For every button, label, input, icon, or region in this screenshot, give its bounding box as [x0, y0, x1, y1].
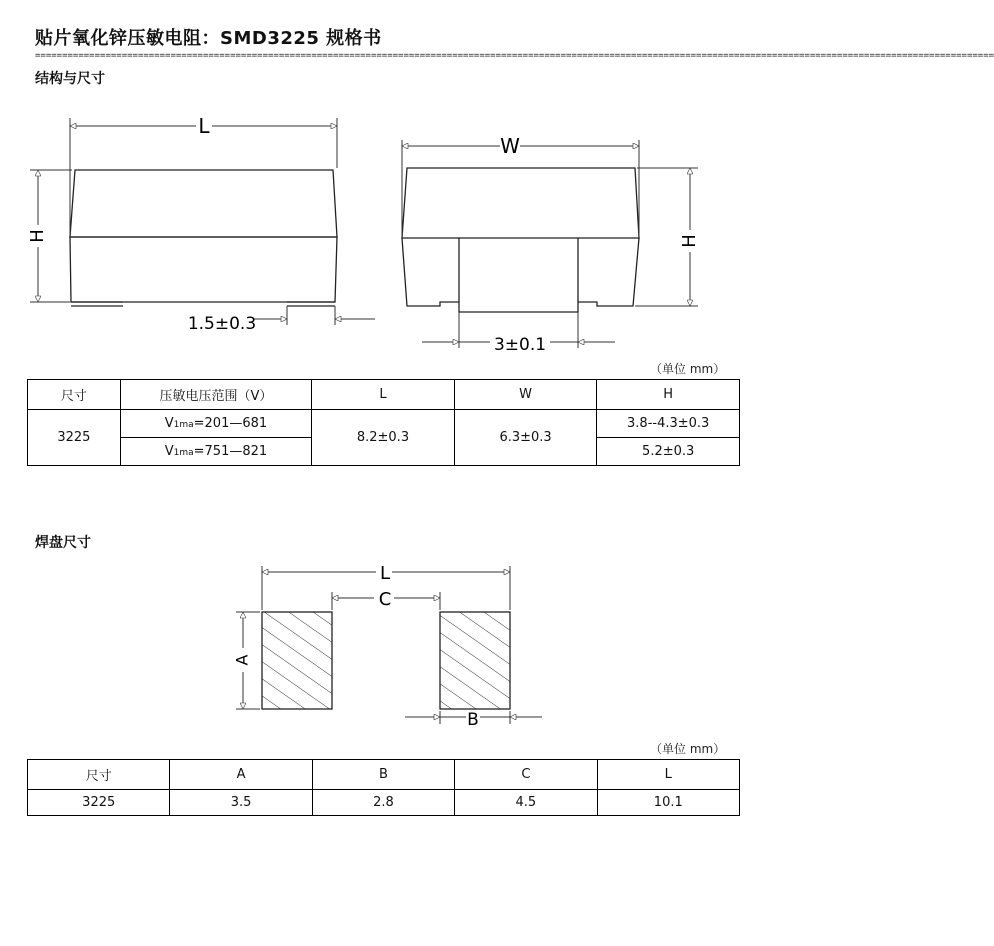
pad-col-C: C	[455, 760, 597, 790]
chip-side-view	[70, 170, 337, 306]
label-terminal: 1.5±0.3	[187, 314, 257, 334]
col-W: W	[454, 380, 597, 410]
col-size: 尺寸	[28, 380, 121, 410]
pad-col-B: B	[312, 760, 454, 790]
dim-W-lines	[402, 140, 698, 348]
unit-note-2: （单位 mm）	[650, 742, 726, 756]
pad-cell-A: 3.5	[170, 790, 312, 816]
pad-drawing	[233, 563, 543, 730]
pad-right	[440, 612, 510, 709]
pad-cell-B: 2.8	[312, 790, 454, 816]
page-title: 贴片氧化锌压敏电阻：SMD3225 规格书	[35, 28, 382, 49]
col-voltage: 压敏电压范围（V）	[120, 380, 311, 410]
pad-heading: 焊盘尺寸	[35, 535, 91, 551]
pad-cell-L: 10.1	[597, 790, 739, 816]
pad-col-L: L	[597, 760, 739, 790]
pad-cell-C: 4.5	[455, 790, 597, 816]
structure-heading: 结构与尺寸	[35, 71, 105, 87]
label-pad-B: B	[467, 710, 479, 730]
dim-L-lines	[30, 118, 375, 325]
col-L: L	[312, 380, 455, 410]
label-pad-L: L	[379, 563, 391, 584]
pad-left	[262, 612, 332, 709]
pad-col-size: 尺寸	[28, 760, 170, 790]
pad-col-A: A	[170, 760, 312, 790]
pad-table	[27, 759, 740, 816]
col-H: H	[597, 380, 740, 410]
label-W: W	[500, 134, 520, 158]
cell-voltage-1: V1ma=201—681	[120, 410, 311, 438]
chip-end-view	[402, 168, 639, 312]
dimension-table	[27, 379, 740, 466]
label-L: L	[198, 114, 210, 138]
cell-H-2: 5.2±0.3	[597, 438, 740, 466]
label-H-right: H	[679, 234, 700, 248]
cell-size: 3225	[28, 410, 121, 466]
cell-voltage-2: V1ma=751—821	[120, 438, 311, 466]
cell-W: 6.3±0.3	[454, 410, 597, 466]
label-pad-C: C	[378, 589, 392, 610]
pad-cell-size: 3225	[28, 790, 170, 816]
cell-L: 8.2±0.3	[312, 410, 455, 466]
label-gap: 3±0.1	[493, 335, 547, 355]
label-H-left: H	[27, 229, 48, 243]
label-pad-A: A	[232, 654, 252, 666]
cell-H-1: 3.8--4.3±0.3	[597, 410, 740, 438]
unit-note-1: （单位 mm）	[650, 362, 726, 376]
separator-rule: =================================================================================================================================================================================	[35, 51, 994, 61]
